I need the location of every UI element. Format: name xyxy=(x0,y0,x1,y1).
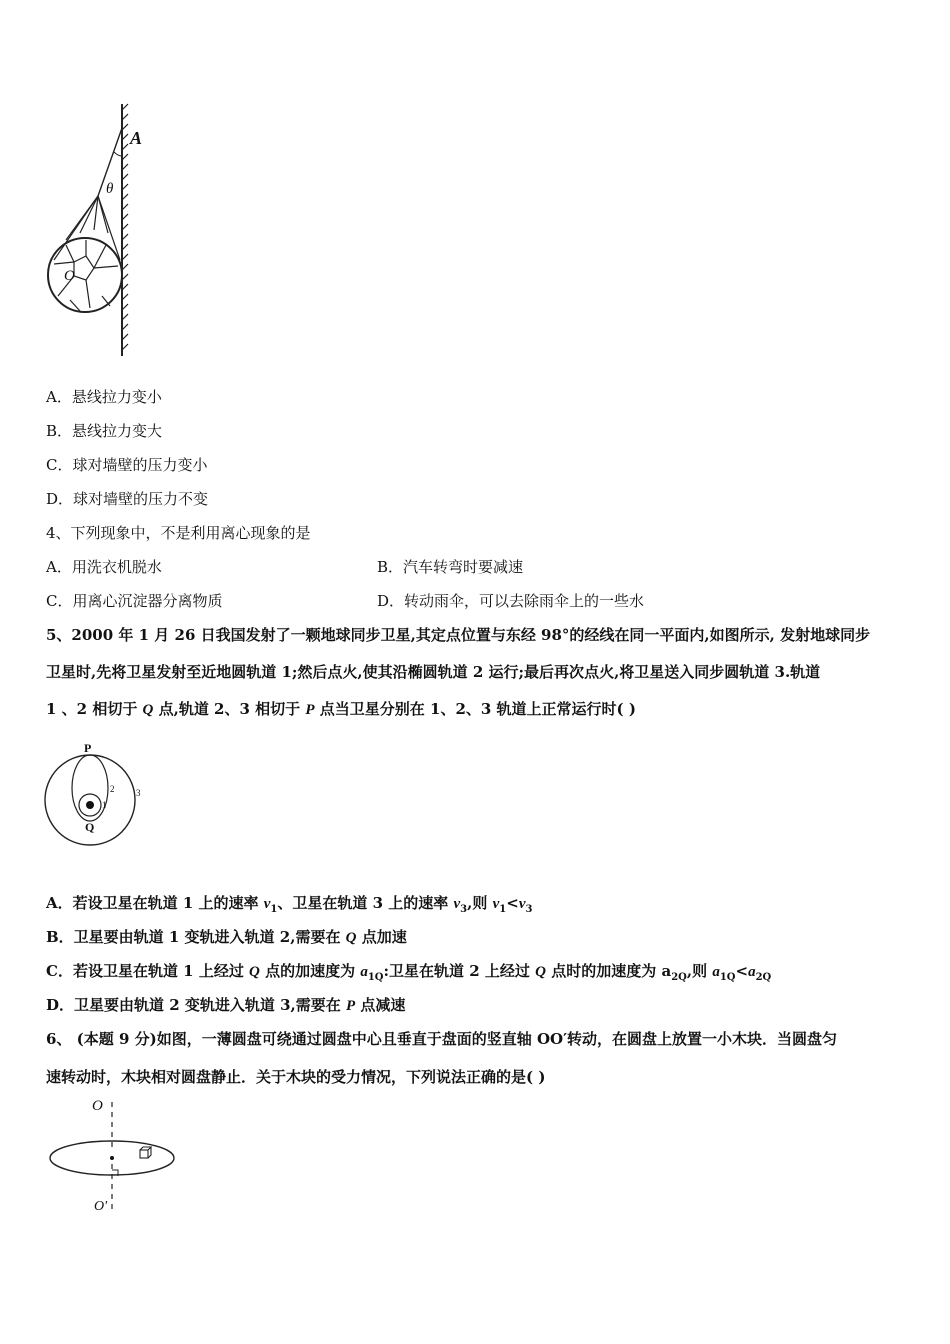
q5-b-text2: 点加速 xyxy=(356,928,407,946)
label-a: A xyxy=(130,128,143,148)
q4-option-d: D．转动雨伞，可以去除雨伞上的一些水 xyxy=(377,592,645,610)
wood-block xyxy=(140,1147,151,1158)
q5-stem-line1: 5、2000 年 1 月 26 日我国发射了一颗地球同步卫星,其定点位置与东经 98°的经线在同一平面内,如图所示, 发射地球同步 xyxy=(46,626,871,644)
q5-line3-part-a: 1 、2 相切于 xyxy=(46,700,143,718)
q5-a-text2: 、卫星在轨道 3 上的速率 xyxy=(277,894,454,912)
earth xyxy=(86,801,94,809)
q5-c-text4: 点时的加速度为 a xyxy=(546,962,672,980)
q5-a-v3-sub: 3 xyxy=(460,904,468,915)
orbit-figure xyxy=(40,736,150,862)
q5-c-q2: Q xyxy=(535,964,547,980)
label-2: 2 xyxy=(110,784,115,794)
q3-option-b: B．悬线拉力变大 xyxy=(46,422,163,440)
q5-option-a xyxy=(46,892,532,915)
theta-arc xyxy=(114,152,122,156)
label-o: O xyxy=(64,268,75,284)
q5-stem-line2: 卫星时,先将卫星发射至近地圆轨道 1;然后点火,使其沿椭圆轨道 2 运行;最后再次点火,将卫星送入同步圆轨道 3.轨道 xyxy=(46,663,821,681)
q5-c-cmp-a1-sub: 1Q xyxy=(719,972,736,983)
net-lines xyxy=(54,196,120,260)
q4-option-b: B．汽车转弯时要减速 xyxy=(377,558,524,576)
q5-a-v1: v xyxy=(263,896,271,912)
q4-option-c: C．用离心沉淀器分离物质 xyxy=(46,592,223,610)
q5-c-cmp-a2-sub: 2Q xyxy=(755,972,772,983)
q5-option-c xyxy=(46,960,771,983)
label-o-bottom: O′ xyxy=(94,1199,108,1214)
q5-a-cmp-v1-sub: 1 xyxy=(499,904,507,915)
q5-c-less-than: < xyxy=(735,962,749,980)
orbit-2 xyxy=(72,755,108,821)
q5-a-cmp-v3: v xyxy=(518,896,526,912)
q5-b-q: Q xyxy=(345,930,357,946)
disc-figure xyxy=(46,1092,186,1217)
q5-a-v1-sub: 1 xyxy=(270,904,278,915)
q5-line3-part-c: 点当卫星分别在 1、2、3 轨道上正常运行时( ) xyxy=(314,700,636,718)
q5-a-less-than: < xyxy=(506,894,519,912)
q5-line3-part-b: 点,轨道 2、3 相切于 xyxy=(153,700,306,718)
q5-d-p: P xyxy=(346,998,356,1014)
q5-c-text5: ,则 xyxy=(686,962,713,980)
q5-d-text2: 点减速 xyxy=(355,996,406,1014)
disc-center xyxy=(110,1156,114,1160)
q5-a-text3: ,则 xyxy=(467,894,493,912)
q5-c-cmp-a1: a xyxy=(712,964,720,980)
q3-option-c: C．球对墙壁的压力变小 xyxy=(46,456,208,474)
label-theta: θ xyxy=(106,181,114,197)
label-q: Q xyxy=(85,820,95,834)
q5-c-text2: 点的加速度为 xyxy=(259,962,361,980)
q4-option-a: A．用洗衣机脱水 xyxy=(46,558,162,576)
label-1: 1 xyxy=(102,800,107,810)
q5-a-v3: v xyxy=(453,896,461,912)
q5-a-cmp-v1: v xyxy=(492,896,500,912)
q5-a-text1: A．若设卫星在轨道 1 上的速率 xyxy=(46,894,264,912)
ball xyxy=(48,238,122,312)
q5-d-text1: D．卫星要由轨道 2 变轨进入轨道 3,需要在 xyxy=(46,996,346,1014)
q6-stem-line1: 6、 (本题 9 分)如图，一薄圆盘可绕通过圆盘中心且垂直于盘面的竖直轴 OO′转动，在圆盘上放置一小木块．当圆盘匀 xyxy=(46,1030,838,1048)
q5-point-q: Q xyxy=(142,702,154,718)
q5-a-cmp-v3-sub: 3 xyxy=(525,904,533,915)
label-3: 3 xyxy=(136,788,141,798)
q5-c-cmp-a2: a xyxy=(748,964,756,980)
q5-c-text1: C．若设卫星在轨道 1 上经过 xyxy=(46,962,250,980)
q3-option-d: D．球对墙壁的压力不变 xyxy=(46,490,209,508)
q5-b-text1: B．卫星要由轨道 1 变轨进入轨道 2,需要在 xyxy=(46,928,346,946)
q5-c-q: Q xyxy=(249,964,260,980)
q5-stem-line3 xyxy=(46,698,636,719)
q5-option-b xyxy=(46,926,407,947)
q5-c-text3: :卫星在轨道 2 上经过 xyxy=(383,962,536,980)
label-o-top: O xyxy=(92,1098,103,1114)
q5-c-a1-sub: 1Q xyxy=(367,972,384,983)
q5-point-p: P xyxy=(305,702,315,718)
q4-stem: 4、下列现象中，不是利用离心现象的是 xyxy=(46,524,311,542)
q5-option-d xyxy=(46,994,405,1015)
q5-c-a2-sub: 2Q xyxy=(671,972,687,983)
q3-option-a: A．悬线拉力变小 xyxy=(46,388,162,406)
label-p: P xyxy=(84,741,92,755)
ball-wall-figure xyxy=(40,100,170,362)
q5-c-a1: a xyxy=(360,964,368,980)
q6-stem-line2: 速转动时，木块相对圆盘静止．关于木块的受力情况，下列说法正确的是( ) xyxy=(46,1068,546,1086)
